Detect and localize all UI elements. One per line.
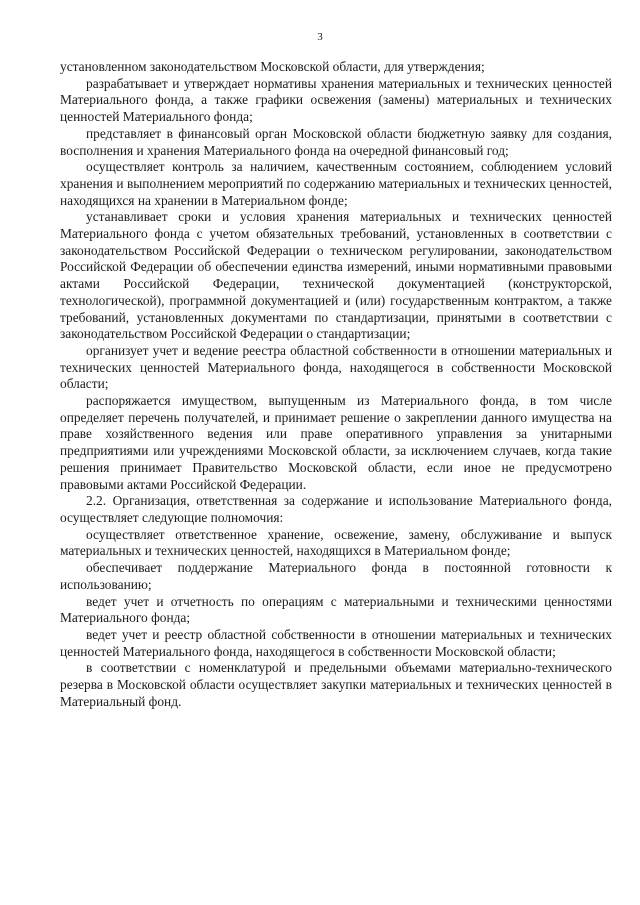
paragraph-procurement: в соответствии с номенклатурой и предельными объемами материально-технического резерва в Московской области осуществляет закупки материальных и технических ценностей в Материальный фонд. <box>60 660 612 709</box>
paragraph-control: осуществляет контроль за наличием, качественным состоянием, соблюдением условий хранения и выполнением мероприятий по содержанию материальных и технических ценностей, находящихся на хранении в Материальном фонде; <box>60 159 612 208</box>
paragraph-registry: организует учет и ведение реестра областной собственности в отношении материальных и технических ценностей Материального фонда, находящегося в собственности Московской области; <box>60 342 612 392</box>
paragraph-disposal: распоряжается имуществом, выпущенным из Материального фонда, в том числе определяет перечень получателей, и принимает решение о закреплении данного имущества на праве хозяйственного ведения или праве оперативного управления за унитарными предприятиями или учреждениями Московской области, за исключением случаев, когда такие решения принимает Правительство Московской области, если иное не предусмотрено правовыми актами Российской Федерации. <box>60 393 612 492</box>
paragraph-budget-request: представляет в финансовый орган Московской области бюджетную заявку для создания, восполнения и хранения Материального фонда на очередной финансовый год; <box>60 125 612 158</box>
paragraph-safekeeping: осуществляет ответственное хранение, освежение, замену, обслуживание и выпуск материальных и технических ценностей, находящихся в Материальном фонде; <box>60 526 612 559</box>
paragraph-storage-norms: разрабатывает и утверждает нормативы хранения материальных и технических ценностей Материального фонда, а также графики освежения (замены) материальных и технических ценностей Материального фонда; <box>60 75 612 125</box>
page-number: 3 <box>317 31 323 43</box>
paragraph-storage-terms: устанавливает сроки и условия хранения материальных и технических ценностей Материального фонда с учетом обязательных требований, установленных в соответствии с законодательством Российской Федерации о техническом регулировании, законодательством Российской Федерации об обеспечении единства измерений, иными нормативными правовыми актами Российской Федерации, технической документацией (конструкторской, технологической), программной документацией и (или) государственным контрактом, а также требований, установленных документами по стандартизации, принятыми в соответствии с законодательством Российской Федерации о стандартизации; <box>60 209 612 342</box>
paragraph-section-2-2: 2.2. Организация, ответственная за содержание и использование Материального фонда, осуществляет следующие полномочия: <box>60 493 612 525</box>
document-body <box>60 59 612 710</box>
paragraph-readiness: обеспечивает поддержание Материального фонда в постоянной готовности к использованию; <box>60 560 612 592</box>
paragraph-property-registry: ведет учет и реестр областной собственности в отношении материальных и технических ценностей Материального фонда, находящегося в собственности Московской области; <box>60 626 612 659</box>
paragraph-continuation: установленном законодательством Московской области, для утверждения; <box>60 59 485 74</box>
paragraph-accounting: ведет учет и отчетность по операциям с материальными и техническими ценностями Материального фонда; <box>60 593 612 626</box>
